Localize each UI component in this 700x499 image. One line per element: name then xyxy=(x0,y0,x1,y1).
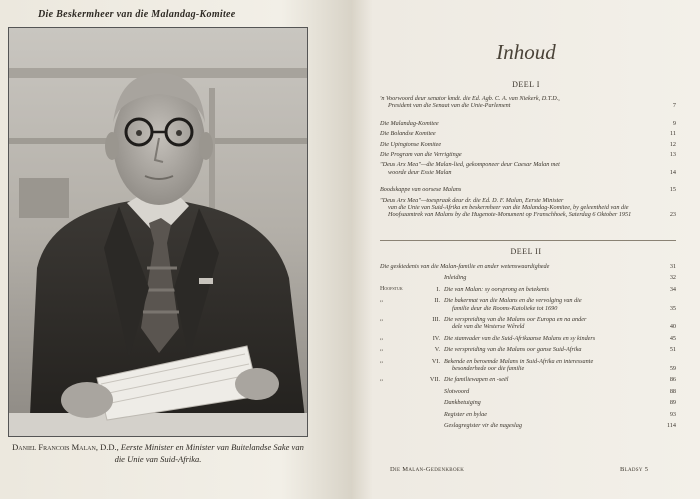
chapter-title: Die geskiedenis van die Malan-familie en ander wetenswaardighede xyxy=(380,263,550,270)
contents-chapter-entry xyxy=(380,411,676,418)
contents-chapter-entry xyxy=(380,422,676,429)
caption-name: Daniel Francois Malan, D.D., xyxy=(12,442,119,452)
contents-entry xyxy=(380,161,676,176)
section-head-deel-2: DEEL II xyxy=(510,247,542,256)
chapter-prefix: ,, xyxy=(380,346,383,353)
chapter-number: V. xyxy=(434,346,440,354)
chapter-page-number: 31 xyxy=(669,263,676,270)
contents-entry xyxy=(380,151,676,158)
chapter-title: Geslagregister vir die nageslag xyxy=(444,422,522,430)
chapter-title: Die stamvader van die Suid-Afrikaanse Malans en sy kinders xyxy=(444,334,596,342)
entry-page-number: 7 xyxy=(672,102,676,110)
entry-text: Die Upingtonse Komitee xyxy=(380,140,442,148)
chapter-page-number: 86 xyxy=(669,376,676,384)
contents-chapter-entry xyxy=(380,399,676,406)
entry-page-number: 9 xyxy=(672,119,676,127)
portrait-photo xyxy=(8,27,308,437)
chapter-prefix: ,, xyxy=(380,357,383,364)
entry-text: Die Malandag-Komitee xyxy=(380,119,439,127)
contents-part-1 xyxy=(380,95,676,219)
entry-text-continued: President van die Senaat van die Unie-Parlement xyxy=(388,102,511,110)
chapter-title: Register en bylae xyxy=(444,410,487,418)
chapter-page-number: 89 xyxy=(669,399,676,407)
chapter-page-number: 59 xyxy=(669,365,676,373)
chapter-prefix: ,, xyxy=(380,376,383,383)
contents-chapter-entry xyxy=(380,286,676,293)
chapter-title: Die verspreiding van die Malans oor ganse Suid-Afrika xyxy=(444,346,582,354)
chapter-number: IV. xyxy=(432,334,440,342)
chapter-page-number: 35 xyxy=(669,304,676,312)
contents-part-2 xyxy=(380,263,676,430)
divider xyxy=(380,240,676,241)
contents-chapter-entry xyxy=(380,346,676,353)
page-title: Inhoud xyxy=(496,40,556,64)
entry-page-number: 15 xyxy=(669,186,676,194)
chapter-page-number: 51 xyxy=(669,346,676,354)
chapter-page-number: 88 xyxy=(669,387,676,395)
chapter-prefix: ,, xyxy=(380,334,383,341)
caption-text: Eerste Minister en Minister van Buitelandse Sake van die Unie van Suid-Afrika. xyxy=(114,442,304,464)
footer-page-number: Bladsy 5 xyxy=(620,466,649,473)
chapter-page-number: 45 xyxy=(669,334,676,342)
contents-entry xyxy=(380,130,676,137)
contents-chapter-entry xyxy=(380,263,676,270)
chapter-title: Die bakermat van die Malans en die vervolging van die familie deur die Rooms-Katolieke tot 1690 xyxy=(444,297,658,312)
chapter-page-number: 40 xyxy=(669,323,676,331)
section-head-deel-1: DEEL I xyxy=(512,80,540,89)
contents-entry xyxy=(380,186,676,193)
contents-chapter-entry xyxy=(380,388,676,395)
chapter-number: VII. xyxy=(429,376,440,384)
chapter-title: Slotwoord xyxy=(444,387,470,395)
entry-text: Boodskappe van oorsese Malans xyxy=(380,186,462,194)
entry-text: "Deus Arx Mea"—toespraak deur dr. die Ed. D. F. Malan, Eerste Minister xyxy=(380,196,564,204)
chapter-page-number: 114 xyxy=(666,422,676,430)
entry-text: Die Program van die Verrigtinge xyxy=(380,151,462,159)
contents-chapter-entry xyxy=(380,358,676,373)
chapter-title-continued: besonderhede oor die familie xyxy=(452,365,525,373)
entry-text-continued: woorde deur Essie Malan xyxy=(388,168,452,176)
contents-chapter-entry xyxy=(380,274,676,281)
chapter-number: III. xyxy=(432,316,440,324)
chapter-page-number: 93 xyxy=(669,410,676,418)
entry-text: 'n Voorwoord deur senator kmdt. die Ed. Agb. C. A. van Niekerk, D.T.D., xyxy=(380,95,560,102)
chapter-title-continued: familie deur die Rooms-Katolieke tot 1690 xyxy=(452,304,558,312)
contents-chapter-entry xyxy=(380,316,676,331)
chapter-prefix: ,, xyxy=(380,297,383,304)
contents-entry xyxy=(380,120,676,127)
chapter-page-number: 34 xyxy=(669,285,676,293)
chapter-title-continued: dele van die Westerse Wêreld xyxy=(452,323,525,331)
chapter-number: II. xyxy=(434,297,440,305)
entry-page-number: 12 xyxy=(669,140,676,148)
contents-chapter-entry xyxy=(380,297,676,312)
chapter-page-number: 32 xyxy=(669,274,676,282)
contents-entry xyxy=(380,141,676,148)
contents-chapter-entry xyxy=(380,376,676,383)
entry-text: "Deus Arx Mea"—die Malan-lied, gekomponeer deur Caesar Malan met xyxy=(380,161,560,169)
entry-page-number: 14 xyxy=(669,168,676,176)
chapter-prefix: ,, xyxy=(380,316,383,323)
chapter-title: Bekende en beroemde Malans in Suid-Afrika en interessante besonderhede oor die familie xyxy=(444,358,658,373)
contents-entry xyxy=(380,197,676,219)
chapter-number: I. xyxy=(436,285,440,293)
chapter-number: VI. xyxy=(431,357,440,365)
chapter-title: Die verspreiding van die Malans oor Europa en na ander dele van die Westerse Wêreld xyxy=(444,316,658,331)
chapter-prefix: Hoofstuk xyxy=(380,285,403,292)
entry-text-continued: van die Unie van Suid-Afrika en beskermheer van die Malandag-Komitee, by geleentheid van die Hoofsaamtrek van Malans by die Hugenote-Monument op Franschhoek, Saterdag 6 Oktober 1951 xyxy=(388,204,632,219)
contents-entry xyxy=(380,95,676,110)
chapter-title: Dankbetuiging xyxy=(444,399,481,407)
chapter-title: Die van Malan: sy oorsprong en betekenis xyxy=(444,285,549,293)
chapter-title: Inleiding xyxy=(444,274,467,282)
footer-book-title: Die Malan-Gedenkboek xyxy=(390,466,465,473)
photo-caption-top: Die Beskermheer van die Malandag-Komitee xyxy=(38,9,236,20)
chapter-title: Die familiewapen en -seël xyxy=(444,376,509,384)
photo-caption-bottom xyxy=(10,441,306,465)
entry-page-number: 11 xyxy=(670,130,676,138)
contents-chapter-entry xyxy=(380,335,676,342)
entry-text: Die Bolandse Komitee xyxy=(380,130,436,138)
entry-page-number: 13 xyxy=(669,151,676,159)
portrait-illustration xyxy=(9,28,307,436)
entry-page-number: 23 xyxy=(669,211,676,219)
